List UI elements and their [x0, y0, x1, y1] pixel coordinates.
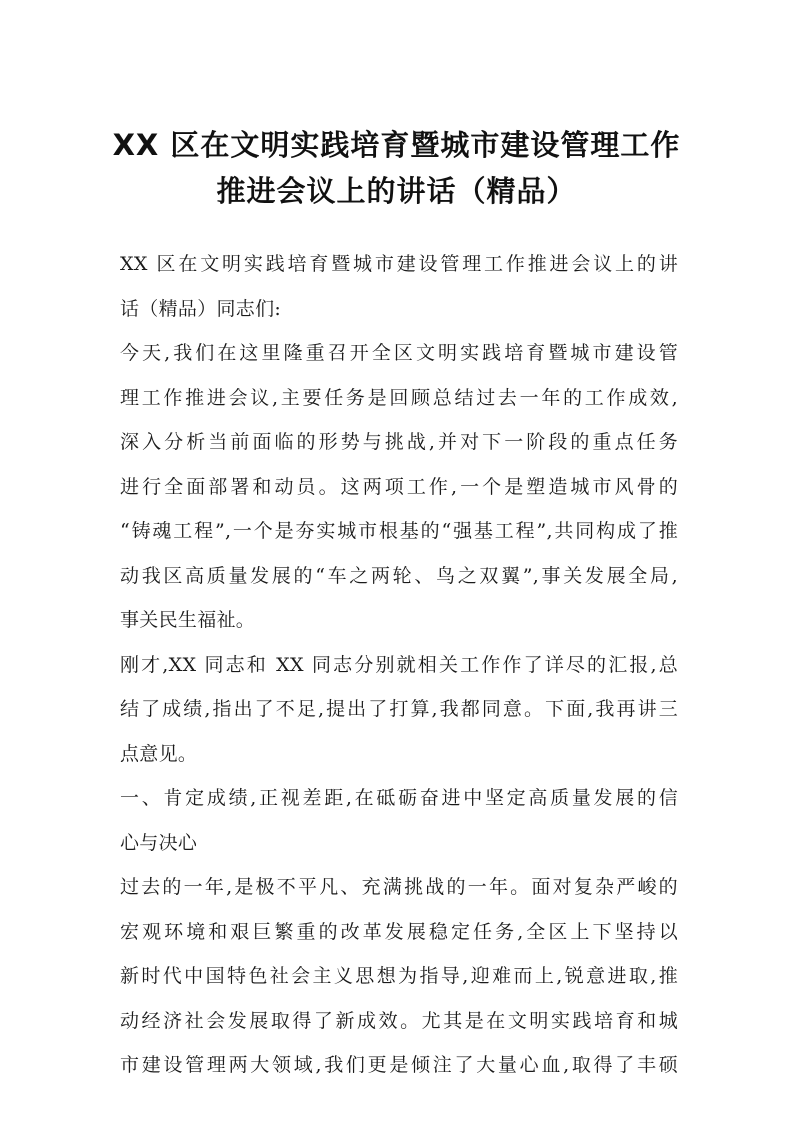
body-line-10: 刚才,XX 同志和 XX 同志分别就相关工作作了详尽的汇报,总 [120, 653, 678, 676]
body-line-17: 新时代中国特色社会主义思想为指导,迎难而上,锐意进取,推 [120, 965, 678, 987]
document-title-line-1: XX 区在文明实践培育暨城市建设管理工作 [112, 128, 681, 162]
body-line-7: “铸魂工程”,一个是夯实城市根基的“强基工程”,共同构成了推 [120, 520, 678, 542]
body-line-12: 点意见。 [120, 742, 198, 765]
body-line-9: 事关民生福祉。 [120, 609, 256, 631]
body-line-19: 市建设管理两大领域,我们更是倾注了大量心血,取得了丰硕 [120, 1054, 678, 1076]
document-body [120, 242, 678, 1088]
body-line-3: 今天,我们在这里隆重召开全区文明实践培育暨城市建设管 [120, 342, 678, 364]
section-heading-line-1: 一、肯定成绩,正视差距,在砥砺奋进中坚定高质量发展的信 [120, 787, 678, 809]
body-line-11: 结了成绩,指出了不足,提出了打算,我都同意。下面,我再讲三 [120, 698, 678, 720]
document-title-line-2: 推进会议上的讲话（精品） [216, 174, 577, 208]
body-line-6: 进行全面部署和动员。这两项工作,一个是塑造城市风骨的 [120, 475, 678, 498]
body-line-5: 深入分析当前面临的形势与挑战,并对下一阶段的重点任务 [120, 431, 678, 453]
body-line-4: 理工作推进会议,主要任务是回顾总结过去一年的工作成效, [120, 386, 678, 409]
body-line-2: 话（精品）同志们: [120, 297, 282, 320]
body-line-8: 动我区高质量发展的“车之两轮、鸟之双翼”,事关发展全局, [120, 564, 678, 587]
body-line-1: XX 区在文明实践培育暨城市建设管理工作推进会议上的讲 [120, 253, 678, 275]
body-line-16: 宏观环境和艰巨繁重的改革发展稳定任务,全区上下坚持以 [120, 920, 678, 943]
body-line-18: 动经济社会发展取得了新成效。尤其是在文明实践培育和城 [120, 1009, 678, 1032]
body-line-15: 过去的一年,是极不平凡、充满挑战的一年。面对复杂严峻的 [120, 876, 678, 898]
section-heading-line-2: 心与决心 [120, 831, 198, 854]
